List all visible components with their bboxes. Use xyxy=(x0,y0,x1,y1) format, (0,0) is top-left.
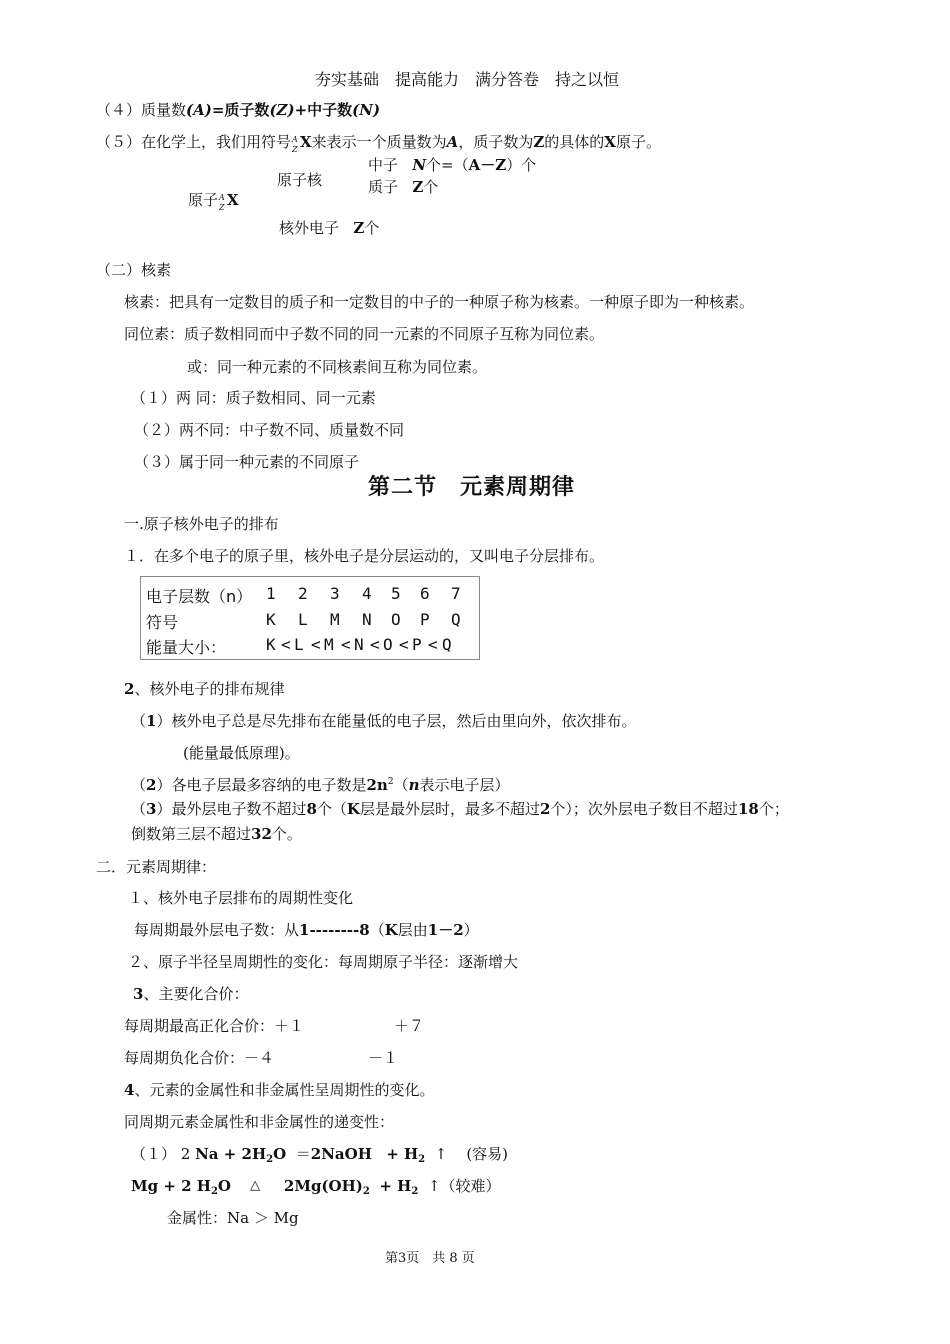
heat-symbol: △ xyxy=(250,1178,261,1193)
page-header: 夯实基础 提高能力 满分答卷 持之以恒 xyxy=(315,70,620,89)
part2-point-3: ２、原子半径呈周期性的变化：每周期原子半径：逐渐增大 xyxy=(128,953,519,971)
notation-line xyxy=(96,133,661,154)
notation-A: A xyxy=(446,133,459,151)
isotope-point-1: （１）两 同：质子数相同、同一元素 xyxy=(131,389,376,407)
rule-1b: (能量最低原理)。 xyxy=(183,744,300,762)
max-valence-line: 每周期最高正化合价：＋１ ＋７ xyxy=(124,1017,425,1035)
metal-comparison: 金属性：Na ＞ Mg xyxy=(167,1209,299,1227)
min-valence-line: 每周期负化合价：－４ －１ xyxy=(124,1049,399,1067)
proton-line: 质子 Z个 xyxy=(368,178,439,196)
part2-point-5: 4、元素的金属性和非金属性呈周期性的变化。 xyxy=(124,1081,435,1099)
table-row: 符号 K L M N O P Q xyxy=(146,610,461,632)
mass-number-A: (A) xyxy=(186,101,212,119)
notation-X2: X xyxy=(604,133,616,151)
rule-2: （2）各电子层最多容纳的电子数是$2n^2(n$表示电子层） xyxy=(131,776,510,794)
table-row: 能量大小： K < L < M < N < O < P < Q xyxy=(146,635,452,657)
atom-label: 原子 A Z X xyxy=(188,191,239,212)
notation-prefix: （５）在化学上，我们用符号 xyxy=(96,133,292,151)
part2-point-2: 每周期最外层电子数：从1--------8（K层由1－2） xyxy=(134,921,479,939)
part2-point-4: 3、主要化合价： xyxy=(133,985,249,1003)
part1-heading: 一.原子核外电子的排布 xyxy=(124,515,279,533)
table-row-label: 能量大小： xyxy=(146,638,227,657)
notation-end: 原子。 xyxy=(615,133,661,151)
notation-post: 的具体的 xyxy=(544,133,605,151)
part1-point-1: １．在多个电子的原子里，核外电子是分层运动的，又叫电子分层排布。 xyxy=(124,547,605,565)
mass-number-Z: (Z) xyxy=(269,101,295,119)
table-row: 电子层数（n） 1 2 3 4 5 6 7 xyxy=(146,584,461,606)
isotope-symbol: A Z xyxy=(292,135,298,154)
atom-isotope-symbol: A Z xyxy=(219,193,225,212)
table-row-label: 符号 xyxy=(146,613,179,632)
isotope-point-2: （２）两不同：中子数不同、质量数不同 xyxy=(134,421,405,439)
part2-heading: 二．元素周期律： xyxy=(96,858,217,876)
equation-2: Mg + 2 $H_2O$ △ $2Mg(OH)_2 + H_2$ ↑（较难） xyxy=(131,1177,501,1197)
equation-1: （１） 2 $Na + 2H_2O$ ＝2NaOH + $H_2$ ↑ (容易) xyxy=(131,1145,509,1165)
mass-number-prefix: （４）质量数 xyxy=(96,101,187,119)
rule-1: （1）核外电子总是尽先排布在能量低的电子层，然后由里向外，依次排布。 xyxy=(131,712,637,730)
nuclide-definition: 核素：把具有一定数目的质子和一定数目的中子的一种原子称为核素。一种原子即为一种核素。 xyxy=(124,293,755,311)
part2-point-1: １、核外电子层排布的周期性变化 xyxy=(128,889,354,907)
table-row-label: 电子层数（n） xyxy=(146,587,253,606)
notation-mid: 来表示一个质量数为 xyxy=(311,133,447,151)
mass-number-line xyxy=(96,103,380,118)
shell-table xyxy=(140,576,480,660)
part2-point-6: 同周期元素金属性和非金属性的递变性： xyxy=(124,1113,395,1131)
isotope-point-3: （３）属于同一种元素的不同原子 xyxy=(134,453,360,471)
isotope-alt-definition: 或：同一种元素的不同核素间互称为同位素。 xyxy=(187,358,488,376)
page-footer: 第3页 共 8 页 xyxy=(385,1251,475,1266)
section-title: 第二节 元素周期律 xyxy=(368,475,576,500)
notation-mid2: ，质子数为 xyxy=(458,133,534,151)
rule-3: （3）最外层电子数不超过8个（K层是最外层时，最多不超过2个）；次外层电子数目不超过18个； xyxy=(131,800,789,818)
mass-number-eq: =质子数 xyxy=(211,101,270,119)
notation-X: X xyxy=(300,133,312,151)
rule-3-line2: 倒数第三层不超过32个。 xyxy=(131,825,302,843)
rules-heading: 2、核外电子的排布规律 xyxy=(124,680,285,698)
mass-number-plus: +中子数 xyxy=(294,101,353,119)
isotope-definition: 同位素：质子数相同而中子数不同的同一元素的不同原子互称为同位素。 xyxy=(124,325,605,343)
electron-line: 核外电子 Z个 xyxy=(279,219,380,237)
atom-nucleus-label: 原子核 xyxy=(277,171,323,189)
nuclide-heading: （二）核素 xyxy=(96,261,172,279)
neutron-line: 中子 N个=（A－Z）个 xyxy=(368,156,537,174)
mass-number-N: (N) xyxy=(352,101,381,119)
notation-Z: Z xyxy=(533,133,545,151)
